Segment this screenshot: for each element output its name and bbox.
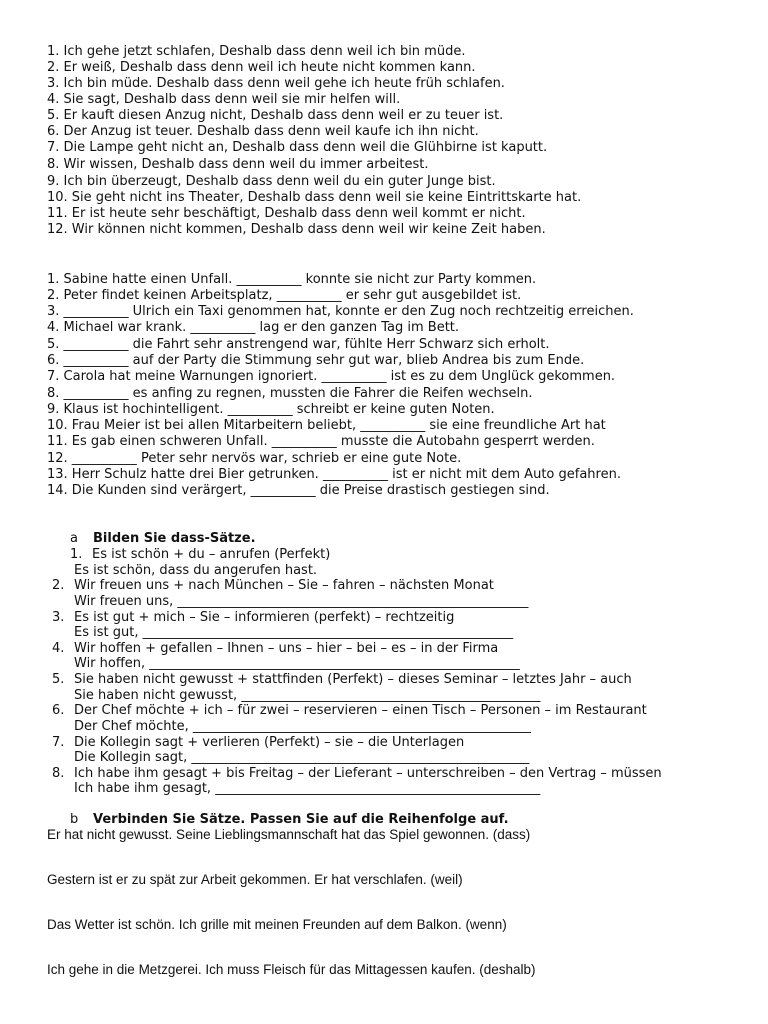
item-prompt: Die Kollegin sagt + verlieren (Perfekt) – sie – die Unterlagen [74, 735, 465, 750]
item-answer-blank[interactable]: Es ist gut, _________________________________________________________ [74, 625, 514, 640]
exercise-2-item: 6. __________ auf der Party die Stimmung sehr gut war, blieb Andrea bis zum Ende. [47, 353, 585, 368]
item-answer-blank[interactable]: Der Chef möchte, ____________________________________________________ [74, 719, 531, 734]
exercise-1-item: 12. Wir können nicht kommen, Deshalb dass denn weil wir keine Zeit haben. [47, 222, 546, 237]
item-number: 8. [52, 766, 65, 781]
exercise-2-item: 8. __________ es anfing zu regnen, mussten die Fahrer die Reifen wechseln. [47, 386, 533, 401]
exercise-1-item: 6. Der Anzug ist teuer. Deshalb dass denn weil kaufe ich ihn nicht. [47, 124, 479, 139]
exercise-1-item: 1. Ich gehe jetzt schlafen, Deshalb dass denn weil ich bin müde. [47, 44, 466, 59]
exercise-1-item: 7. Die Lampe geht nicht an, Deshalb dass denn weil die Glühbirne ist kaputt. [47, 140, 548, 155]
exercise-1-item: 8. Wir wissen, Deshalb dass denn weil du immer arbeitest. [47, 157, 429, 172]
item-prompt: Es ist gut + mich – Sie – informieren (perfekt) – rechtzeitig [74, 610, 455, 625]
item-number: 1. [70, 547, 83, 562]
item-number: 6. [52, 703, 65, 718]
exercise-1-item: 5. Er kauft diesen Anzug nicht, Deshalb dass denn weil er zu teuer ist. [47, 108, 504, 123]
exercise-2-item: 13. Herr Schulz hatte drei Bier getrunken. __________ ist er nicht mit dem Auto gefahren. [47, 467, 621, 482]
item-number: 7. [52, 735, 65, 750]
section-a-title: Bilden Sie dass-Sätze. [93, 531, 256, 546]
item-prompt: Wir freuen uns + nach München – Sie – fahren – nächsten Monat [74, 578, 494, 593]
item-answer-blank[interactable]: Sie haben nicht gewusst, ______________________________________________ [74, 688, 541, 703]
exercise-2-item: 4. Michael war krank. __________ lag er den ganzen Tag im Bett. [47, 320, 460, 335]
item-answer-blank[interactable]: Wir freuen uns, ______________________________________________________ [74, 594, 529, 609]
exercise-2-item: 3. __________ Ulrich ein Taxi genommen hat, konnte er den Zug noch rechtzeitig erreichen. [47, 304, 634, 319]
item-number: 2. [52, 578, 65, 593]
exercise-2-item: 14. Die Kunden sind verärgert, __________ die Preise drastisch gestiegen sind. [47, 483, 550, 498]
item-number: 4. [52, 641, 65, 656]
exercise-1-item: 11. Er ist heute sehr beschäftigt, Deshalb dass denn weil kommt er nicht. [47, 206, 526, 221]
exercise-1-item: 3. Ich bin müde. Deshalb dass denn weil gehe ich heute früh schlafen. [47, 76, 505, 91]
item-number: 5. [52, 672, 65, 687]
item-prompt: Der Chef möchte + ich – für zwei – reservieren – einen Tisch – Personen – im Restaurant [74, 703, 647, 718]
section-b-letter: b [70, 812, 79, 827]
item-answer-blank[interactable]: Ich habe ihm gesagt, __________________________________________________ [74, 781, 541, 796]
exercise-1-item: 10. Sie geht nicht ins Theater, Deshalb dass denn weil sie keine Eintrittskarte hat. [47, 190, 582, 205]
exercise-2-item: 10. Frau Meier ist bei allen Mitarbeitern beliebt, __________ sie eine freundliche Art hat [47, 418, 606, 433]
item-answer-blank[interactable]: Wir hoffen, _________________________________________________________ [74, 656, 520, 671]
item-prompt: Wir hoffen + gefallen – Ihnen – uns – hier – bei – es – in der Firma [74, 641, 499, 656]
item-prompt: Es ist schön + du – anrufen (Perfekt) [92, 547, 331, 562]
exercise-2-item: 5. __________ die Fahrt sehr anstrengend war, fühlte Herr Schwarz sich erholt. [47, 337, 550, 352]
connect-sentence-item: Das Wetter ist schön. Ich grille mit meinen Freunden auf dem Balkon. (wenn) [47, 917, 507, 932]
item-prompt: Sie haben nicht gewusst + stattfinden (Perfekt) – dieses Seminar – letztes Jahr – auch [74, 672, 632, 687]
section-a-letter: a [70, 531, 78, 546]
item-number: 3. [52, 610, 65, 625]
connect-sentence-item: Ich gehe in die Metzgerei. Ich muss Fleisch für das Mittagessen kaufen. (deshalb) [47, 962, 536, 977]
item-answer-blank[interactable]: Die Kollegin sagt, ____________________________________________________ [74, 750, 530, 765]
section-b-title: Verbinden Sie Sätze. Passen Sie auf die Reihenfolge auf. [93, 812, 509, 827]
exercise-2-item: 1. Sabine hatte einen Unfall. __________ konnte sie nicht zur Party kommen. [47, 272, 537, 287]
exercise-2-item: 12. __________ Peter sehr nervös war, schrieb er eine gute Note. [47, 451, 462, 466]
exercise-2-item: 9. Klaus ist hochintelligent. __________ schreibt er keine guten Noten. [47, 402, 495, 417]
item-prompt: Ich habe ihm gesagt + bis Freitag – der Lieferant – unterschreiben – den Vertrag – müssen [74, 766, 662, 781]
exercise-1-item: 2. Er weiß, Deshalb dass denn weil ich heute nicht kommen kann. [47, 60, 476, 75]
exercise-2-item: 7. Carola hat meine Warnungen ignoriert. __________ ist es zu dem Unglück gekommen. [47, 369, 616, 384]
exercise-1-item: 4. Sie sagt, Deshalb dass denn weil sie mir helfen will. [47, 92, 401, 107]
item-answer: Es ist schön, dass du angerufen hast. [74, 563, 318, 578]
exercise-1-item: 9. Ich bin überzeugt, Deshalb dass denn weil du ein guter Junge bist. [47, 174, 496, 189]
connect-sentence-item: Er hat nicht gewusst. Seine Lieblingsmannschaft hat das Spiel gewonnen. (dass) [47, 827, 531, 842]
exercise-2-item: 11. Es gab einen schweren Unfall. __________ musste die Autobahn gesperrt werden. [47, 434, 595, 449]
connect-sentence-item: Gestern ist er zu spät zur Arbeit gekommen. Er hat verschlafen. (weil) [47, 872, 463, 887]
exercise-2-item: 2. Peter findet keinen Arbeitsplatz, __________ er sehr gut ausgebildet ist. [47, 288, 522, 303]
